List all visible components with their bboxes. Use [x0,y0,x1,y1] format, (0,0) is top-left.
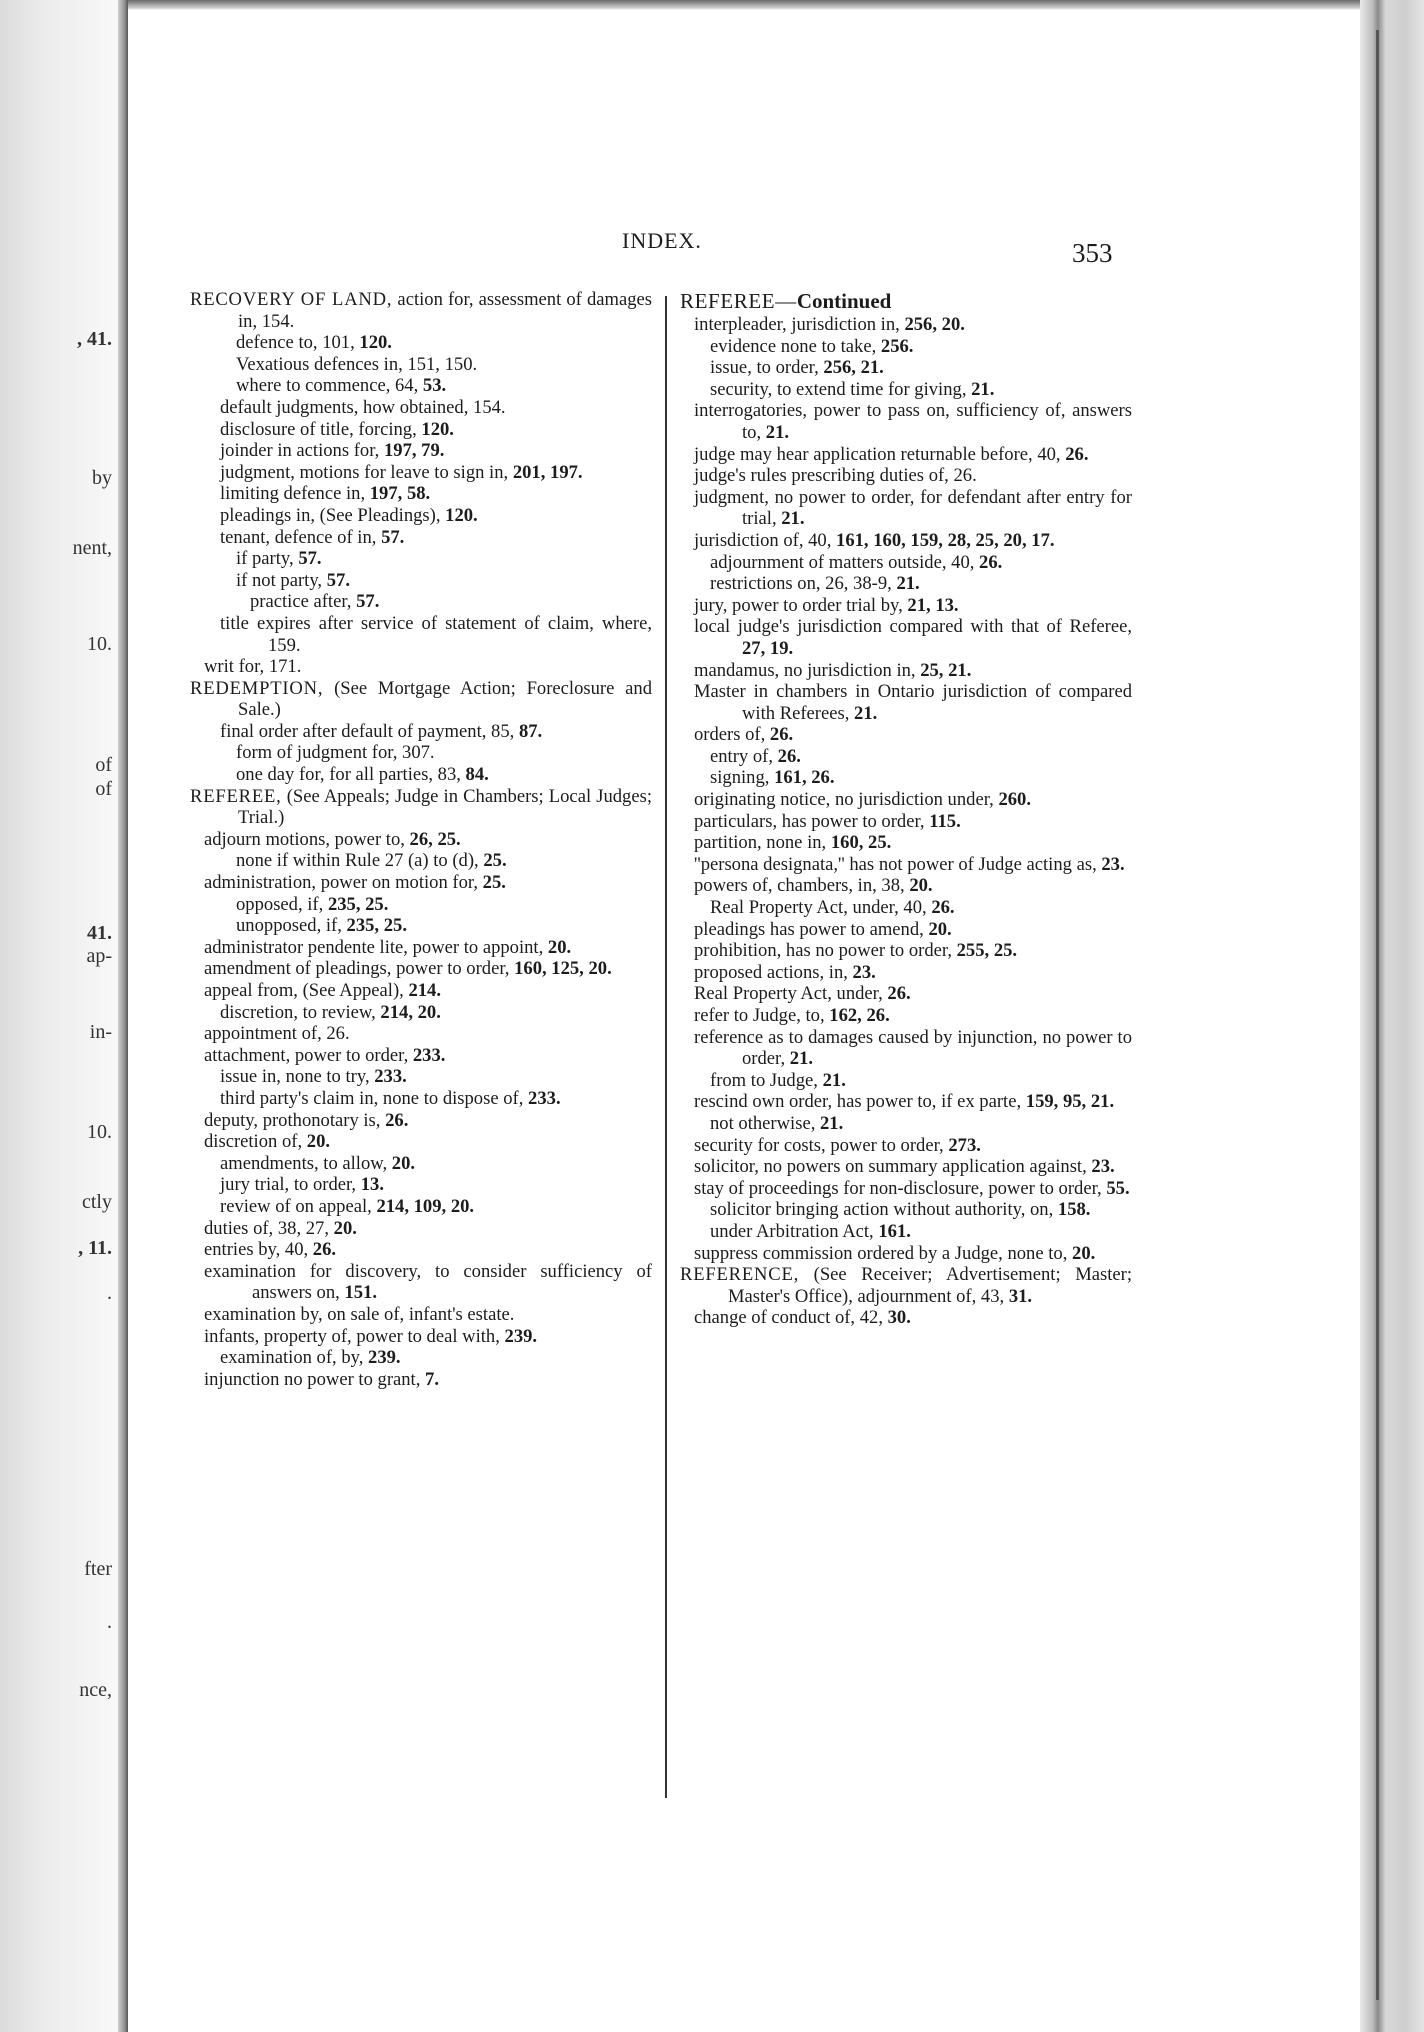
entry-text: security for costs, power to order, [694,1134,949,1156]
facing-page-fragment: nce, [79,1679,112,1701]
page-reference: 120. [359,332,392,354]
page-reference: 161, 26. [774,767,835,789]
entry-text: judgment, no power to order, for defendant after entry for trial, [694,486,1132,530]
entry-text: adjournment of matters outside, 40, [710,551,980,573]
index-entry [190,829,652,851]
entry-text: unopposed, if, [236,915,347,937]
page-reference: 26. [1065,443,1089,465]
index-entry [190,980,652,1002]
entry-text: none if within Rule 27 (a) to (d), [236,850,484,872]
index-entry [190,1066,652,1088]
index-entry [190,483,652,505]
page-reference: 160, 25. [830,832,892,854]
entry-text: one day for, for all parties, 83, [236,764,466,786]
page-reference: 21. [820,1112,844,1134]
index-entry [190,527,652,549]
index-entry [190,419,652,441]
index-entry [680,552,1132,574]
entry-text: signing, [710,767,775,789]
index-entry [680,724,1132,746]
index-column-right [680,289,1132,1329]
index-entry [680,854,1132,876]
page-reference: Continued [796,289,892,313]
entry-text: mandamus, no jurisdiction in, [694,659,921,681]
entry-text: examination for discovery, to consider sufficiency of answers on, [204,1260,652,1304]
page-reference: 23. [1091,1156,1115,1178]
index-entry [680,1199,1132,1221]
page-reference: 21. [822,1069,846,1091]
entry-text: pleadings in, (See Pleadings), [220,504,446,526]
page-reference: 214, 109, 20. [376,1195,475,1217]
entry-text: rescind own order, has power to, if ex parte, [694,1091,1026,1113]
facing-page-fragment: ap- [86,945,112,967]
entry-text: judgment, motions for leave to sign in, [220,461,513,483]
index-entry [190,1347,652,1369]
entry-text: evidence none to take, [710,335,881,357]
index-entry [190,958,652,980]
page-reference: 21. [971,378,995,400]
facing-page-fragment: of [95,754,112,776]
index-entry [190,721,652,743]
index-entry [680,357,1132,379]
page-reference: 256, 20. [904,314,965,335]
index-heading: REFEREE— [680,289,797,313]
index-entry [680,875,1132,897]
page-reference: 159, 95, 21. [1025,1091,1115,1113]
entry-text: issue in, none to try, [220,1066,375,1088]
index-entry [680,746,1132,768]
page-reference: 20. [306,1131,331,1153]
page-edge-right [1360,0,1424,2032]
index-entry [190,1304,652,1326]
page-reference: 21. [789,1048,814,1070]
facing-page-fragment: fter [84,1558,112,1580]
index-entry [190,440,652,462]
entry-text: Master in chambers in Ontario jurisdiction of compared with Referees, [694,681,1132,724]
index-entry [190,1023,652,1045]
entry-text: examination by, on sale of, infant's estate. [204,1303,515,1325]
entry-text: Vexatious defences in, 151, 150. [236,353,478,375]
page-reference: 26. [769,724,794,746]
index-entry [190,548,652,570]
index-entry [190,1131,652,1153]
page-reference: 84. [465,764,489,786]
index-entry [190,764,652,786]
entry-text: Real Property Act, under, 40, [710,897,932,919]
page-reference: 21, 13. [907,594,959,616]
page-reference: 161, 160, 159, 28, 25, 20, 17. [836,529,1055,551]
page-reference: 233. [374,1066,407,1088]
page-reference: 23. [1101,853,1125,875]
page-reference: 158. [1057,1199,1091,1221]
index-entry [680,919,1132,941]
entry-text: under Arbitration Act, [710,1220,879,1242]
entry-text: pleadings has power to amend, [694,918,929,940]
page-reference: 27, 19. [742,637,794,659]
index-entry [680,400,1132,443]
page-reference: 13. [360,1174,384,1196]
index-entry [190,1218,652,1240]
index-entry [190,915,652,937]
page-reference: 162, 26. [829,1005,890,1026]
entry-text: interrogatories, power to pass on, sufficiency of, answers to, [694,400,1132,443]
page-reference: 115. [929,810,961,832]
index-entry [190,1174,652,1196]
entry-text: appointment of, 26. [204,1023,350,1045]
entry-text: from to Judge, [710,1069,823,1091]
page-reference: 273. [948,1134,981,1156]
index-entry [680,1027,1132,1070]
entry-text: jurisdiction of, 40, [694,529,837,551]
entry-text: refer to Judge, to, [694,1005,830,1026]
entry-text: where to commence, 64, [236,375,423,397]
index-entry [680,1005,1132,1027]
entry-text: discretion of, [204,1131,307,1153]
page-reference: 26. [312,1239,337,1261]
page-reference: 26. [385,1109,409,1131]
index-entry [680,595,1132,617]
page-reference: 201, 197. [512,461,583,483]
page-reference: 151. [344,1282,377,1304]
entry-text: defence to, 101, [236,332,360,354]
entry-text: security, to extend time for giving, [710,378,972,400]
entry-text: local judge's jurisdiction compared with that of Referee, [694,616,1132,638]
index-entry [190,1002,652,1024]
index-entry [680,1178,1132,1200]
entry-text: solicitor, no powers on summary application against, [694,1156,1092,1178]
index-heading-entry [680,289,1132,314]
entry-text: examination of, by, [220,1347,369,1369]
entry-text: interpleader, jurisdiction in, [694,314,905,335]
index-entry [680,573,1132,595]
entry-text: injunction no power to grant, [204,1368,426,1390]
entry-text: ''persona designata,'' has not power of Judge acting as, [694,853,1102,875]
facing-page-fragment: , 41. [77,328,112,350]
index-entry [680,1307,1132,1329]
index-heading-entry [190,678,652,721]
index-column-left [190,289,652,1390]
facing-page-fragment: by [92,467,112,489]
index-entry [190,1261,652,1304]
facing-page-fragment: , 11. [78,1237,112,1259]
entry-text: if party, [236,548,299,570]
index-heading: REDEMPTION, [190,677,324,699]
index-entry [190,397,652,419]
entry-text: not otherwise, [710,1112,820,1134]
page-reference: 87. [518,720,543,742]
page-reference: 31. [1008,1285,1033,1307]
index-entry [680,444,1132,466]
entry-text: third party's claim in, none to dispose of, [220,1087,529,1109]
index-entry [190,332,652,354]
page-reference: 214, 20. [380,1001,441,1023]
index-entry [680,660,1132,682]
page-number: 353 [1072,238,1113,268]
page-reference: 57. [356,591,380,613]
entry-text: solicitor bringing action without authority, on, [710,1199,1058,1221]
entry-text: tenant, defence of in, [220,526,382,548]
index-entry [190,656,652,678]
binding-gutter [118,0,128,2032]
index-heading: RECOVERY OF LAND, [190,289,393,310]
page-reference: 20. [909,875,933,897]
index-entry [190,937,652,959]
entry-text: originating notice, no jurisdiction under, [694,789,999,811]
page-reference: 233. [528,1087,561,1109]
index-entry [190,850,652,872]
index-entry [190,1369,652,1391]
page-reference: 21. [781,508,805,530]
index-entry [680,487,1132,530]
index-entry [680,465,1132,487]
page-reference: 160, 125, 20. [514,958,612,980]
page-reference: 197, 79. [383,440,445,462]
entry-text: Real Property Act, under, [694,983,888,1005]
index-entry [190,1239,652,1261]
entry-text: change of conduct of, 42, [694,1307,888,1329]
entry-text: amendment of pleadings, power to order, [204,958,515,980]
entry-text: writ for, 171. [204,656,302,678]
index-entry [680,940,1132,962]
index-entry [680,1091,1132,1113]
index-heading: REFERENCE, [680,1264,800,1286]
index-entry [190,894,652,916]
entry-text: administration, power on motion for, [204,872,483,894]
entry-text: (See Appeals; Judge in Chambers; Local Judges; Trial.) [238,785,652,829]
index-entry [190,570,652,592]
index-entry [190,354,652,376]
index-entry [680,767,1132,789]
index-entry [190,613,652,656]
page-reference: 214. [408,980,441,1001]
index-entry [680,1135,1132,1157]
entry-text: practice after, [250,591,357,613]
facing-page-fragment: in- [89,1021,112,1043]
entry-text: appeal from, (See Appeal), [204,980,409,1001]
entry-text: particulars, has power to order, [694,810,930,832]
index-entry [680,1156,1132,1178]
page-reference: 53. [422,375,447,397]
entry-text: duties of, 38, 27, [204,1217,334,1239]
index-entry [680,1243,1132,1265]
entry-text: action for, assessment of damages in, 154. [238,289,652,332]
scan-top-shadow [128,0,1360,10]
page-reference: 235, 25. [327,893,389,915]
page-reference: 21. [896,573,920,595]
page-reference: 26, 25. [409,828,461,850]
entry-text: partition, none in, [694,832,831,854]
index-entry [680,832,1132,854]
index-entry [680,983,1132,1005]
index-entry [190,742,652,764]
entry-text: powers of, chambers, in, 38, [694,875,910,897]
index-entry [680,530,1132,552]
index-entry [190,375,652,397]
page-reference: 26. [887,983,911,1005]
entry-text: amendments, to allow, [220,1152,392,1174]
entry-text: opposed, if, [236,893,328,915]
page-reference: 256, 21. [823,357,884,379]
facing-page-fragment: 10. [87,633,112,655]
page-reference: 260. [998,789,1031,811]
page-edge-line [1376,30,1379,2000]
index-entry [190,1045,652,1067]
page-reference: 26. [777,745,801,767]
index-entry [190,1088,652,1110]
page-reference: 239. [368,1347,401,1369]
page-reference: 26. [931,897,955,919]
page-reference: 7. [425,1368,439,1390]
index-entry [680,314,1132,336]
page-reference: 161. [878,1220,911,1242]
entry-text: jury, power to order trial by, [694,594,908,616]
entry-text: (See Mortgage Action; Foreclosure and Sale.) [238,677,652,721]
index-entry [190,591,652,613]
running-header: INDEX. [622,228,702,253]
entry-text: deputy, prothonotary is, [204,1109,386,1131]
facing-page-edge [0,0,128,2032]
entry-text: entries by, 40, [204,1239,313,1261]
entry-text: attachment, power to order, [204,1044,413,1066]
index-heading-entry [190,786,652,829]
page-reference: 20. [333,1217,357,1239]
index-entry [190,505,652,527]
page-reference: 120. [445,504,478,526]
index-entry [190,1110,652,1132]
entry-text: stay of proceedings for non-disclosure, power to order, [694,1177,1107,1199]
index-entry [680,336,1132,358]
entry-text: discretion, to review, [220,1001,381,1023]
facing-page-fragment: ctly [82,1191,112,1213]
page-reference: 30. [887,1307,911,1329]
entry-text: suppress commission ordered by a Judge, none to, [694,1242,1073,1264]
entry-text: jury trial, to order, [220,1174,361,1196]
index-entry [190,462,652,484]
column-divider [665,296,667,1798]
index-entry [190,1153,652,1175]
entry-text: judge's rules prescribing duties of, 26. [694,465,977,487]
entry-text: restrictions on, 26, 38-9, [710,573,897,595]
index-entry [680,616,1132,659]
entry-text: limiting defence in, [220,483,370,505]
page-reference: 239. [504,1325,538,1347]
entry-text: proposed actions, in, [694,961,853,983]
entry-text: (See Receiver; Advertisement; Master; Master's Office), adjournment of, 43, [728,1264,1132,1307]
entry-text: reference as to damages caused by injunction, no power to order, [694,1026,1132,1070]
index-entry [680,681,1132,724]
entry-text: orders of, [694,724,770,746]
facing-page-fragment: . [107,1611,112,1633]
index-heading-entry [190,289,652,332]
page-reference: 255, 25. [956,940,1018,962]
index-entry [680,789,1132,811]
index-entry [680,962,1132,984]
index-entry [190,1196,652,1218]
page-reference: 25. [483,850,507,872]
entry-text: administrator pendente lite, power to appoint, [204,936,548,958]
index-entry [680,811,1132,833]
facing-page-fragment: . [107,1282,112,1304]
index-heading-entry [680,1264,1132,1307]
entry-text: infants, property of, power to deal with, [204,1325,505,1347]
page-reference: 197, 58. [369,483,431,505]
page-reference: 20. [928,918,952,940]
page-reference: 20. [1072,1242,1096,1264]
page-reference: 256. [880,335,914,357]
index-heading: REFEREE, [190,785,282,807]
page-reference: 25. [482,872,506,894]
page-reference: 20. [547,936,572,958]
facing-page-fragment: nent, [72,537,112,559]
page-reference: 57. [298,548,322,570]
entry-text: disclosure of title, forcing, [220,418,422,440]
entry-text: title expires after service of statement of claim, where, 159. [220,612,652,656]
page-reference: 120. [421,418,454,440]
page-reference: 233. [412,1044,446,1066]
index-entry [190,872,652,894]
facing-page-fragment: 41. [87,922,112,944]
page-reference: 21. [765,421,790,443]
entry-text: prohibition, has no power to order, [694,940,957,962]
page-reference: 23. [852,961,876,983]
page-reference: 26. [979,551,1003,573]
index-entry [680,1070,1132,1092]
page-reference: 57. [381,526,405,548]
page-reference: 25, 21. [920,659,972,681]
page-reference: 21. [854,702,878,724]
index-entry [680,1221,1132,1243]
entry-text: final order after default of payment, 85, [220,720,519,742]
index-entry [680,379,1132,401]
entry-text: review of on appeal, [220,1195,377,1217]
facing-page-fragment: 10. [87,1121,112,1143]
page-reference: 20. [391,1152,416,1174]
page-reference: 57. [326,569,350,591]
index-entry [680,897,1132,919]
facing-page-fragment: of [95,778,112,800]
entry-text: adjourn motions, power to, [204,828,410,850]
entry-text: issue, to order, [710,357,824,379]
entry-text: default judgments, how obtained, 154. [220,396,506,418]
entry-text: entry of, [710,745,778,767]
index-entry [680,1113,1132,1135]
page-reference: 235, 25. [346,915,407,937]
entry-text: if not party, [236,569,327,591]
page-reference: 55. [1106,1177,1130,1199]
entry-text: judge may hear application returnable before, 40, [694,443,1066,465]
entry-text: joinder in actions for, [220,440,384,462]
index-entry [190,1326,652,1348]
entry-text: form of judgment for, 307. [236,742,435,764]
